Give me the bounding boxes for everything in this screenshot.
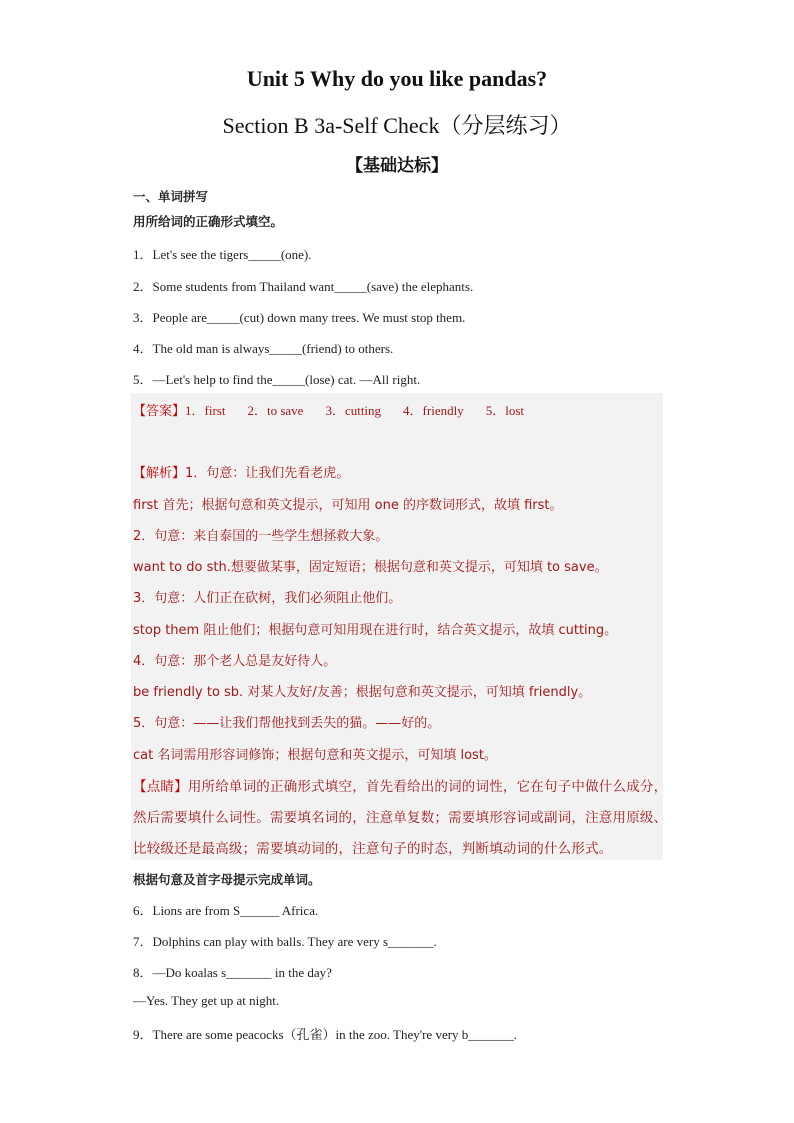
analysis-line: first 首先；根据句意和英文提示，可知用 one 的序数词形式，故填 first。 (133, 498, 563, 513)
analysis-line: be friendly to sb. 对某人友好/友善；根据句意和英文提示，可知填 friendly。 (133, 685, 592, 700)
level-heading: 【基础达标】 (346, 156, 448, 176)
answer-tag: 【答案】 (133, 404, 186, 419)
analysis-line: 5．句意：——让我们帮他找到丢失的猫。——好的。 (133, 716, 441, 731)
question-7: 7．Dolphins can play with balls. They are very s_______. (133, 934, 437, 949)
analysis-line: 4．句意：那个老人总是友好待人。 (133, 654, 337, 669)
page-title: Unit 5 Why do you like pandas? (246, 66, 548, 91)
answer-5: 5．lost (485, 403, 524, 418)
answer-1: 1．first (185, 403, 226, 418)
analysis-line: cat 名词需用形容词修饰；根据句意和英文提示，可知填 lost。 (133, 748, 497, 763)
analysis-line: 2．句意：来自泰国的一些学生想拯救大象。 (133, 529, 389, 544)
answer-line (133, 400, 546, 419)
question-3: 3．People are_____(cut) down many trees. We must stop them. (133, 310, 466, 325)
answer-2: 2．to save (247, 403, 304, 418)
analysis-line-1 (133, 462, 349, 481)
question-1: 1．Let's see the tigers_____(one). (133, 247, 312, 262)
question-9: 9．There are some peacocks（孔雀）in the zoo. They're very b_______. (133, 1027, 518, 1042)
analysis-tag: 【解析】 (133, 466, 186, 481)
analysis-line: want to do sth.想要做某事，固定短语；根据句意和英文提示，可知填 to save。 (133, 560, 608, 575)
section1-instruction: 用所给词的正确形式填空。 (133, 214, 284, 229)
tip-text: 用所给单词的正确形式填空，首先看给出的词的词性，它在句子中做什么成分， (187, 779, 668, 795)
answer-3: 3．cutting (325, 403, 382, 418)
tip-line: 然后需要填什么词性。需要填名词的，注意单复数；需要填形容词或副词，注意用原级、 (133, 810, 668, 826)
question-8: 8．—Do koalas s_______ in the day? (133, 965, 332, 980)
section1-heading: 一、单词拼写 (133, 189, 209, 204)
answer-4: 4．friendly (403, 403, 464, 418)
question-5: 5．—Let's help to find the_____(lose) cat. —All right. (133, 372, 421, 387)
tip-tag: 【点睛】 (133, 779, 188, 795)
tip-line-1 (133, 775, 667, 795)
analysis-line: stop them 阻止他们；根据句意可知用现在进行时，结合英文提示，故填 cutting。 (133, 623, 618, 638)
question-8-reply: —Yes. They get up at night. (133, 993, 280, 1008)
analysis-line: 3．句意：人们正在砍树，我们必须阻止他们。 (133, 591, 402, 606)
section2-instruction: 根据句意及首字母提示完成单词。 (133, 872, 321, 887)
analysis-text: 1．句意：让我们先看老虎。 (185, 466, 350, 481)
page-subtitle: Section B 3a-Self Check（分层练习） (222, 113, 572, 138)
question-6: 6．Lions are from S______ Africa. (133, 903, 319, 918)
question-4: 4．The old man is always_____(friend) to others. (133, 341, 394, 356)
tip-line: 比较级还是最高级；需要填动词的，注意句子的时态，判断填动词的什么形式。 (133, 841, 613, 857)
question-2: 2．Some students from Thailand want_____(save) the elephants. (133, 279, 474, 294)
